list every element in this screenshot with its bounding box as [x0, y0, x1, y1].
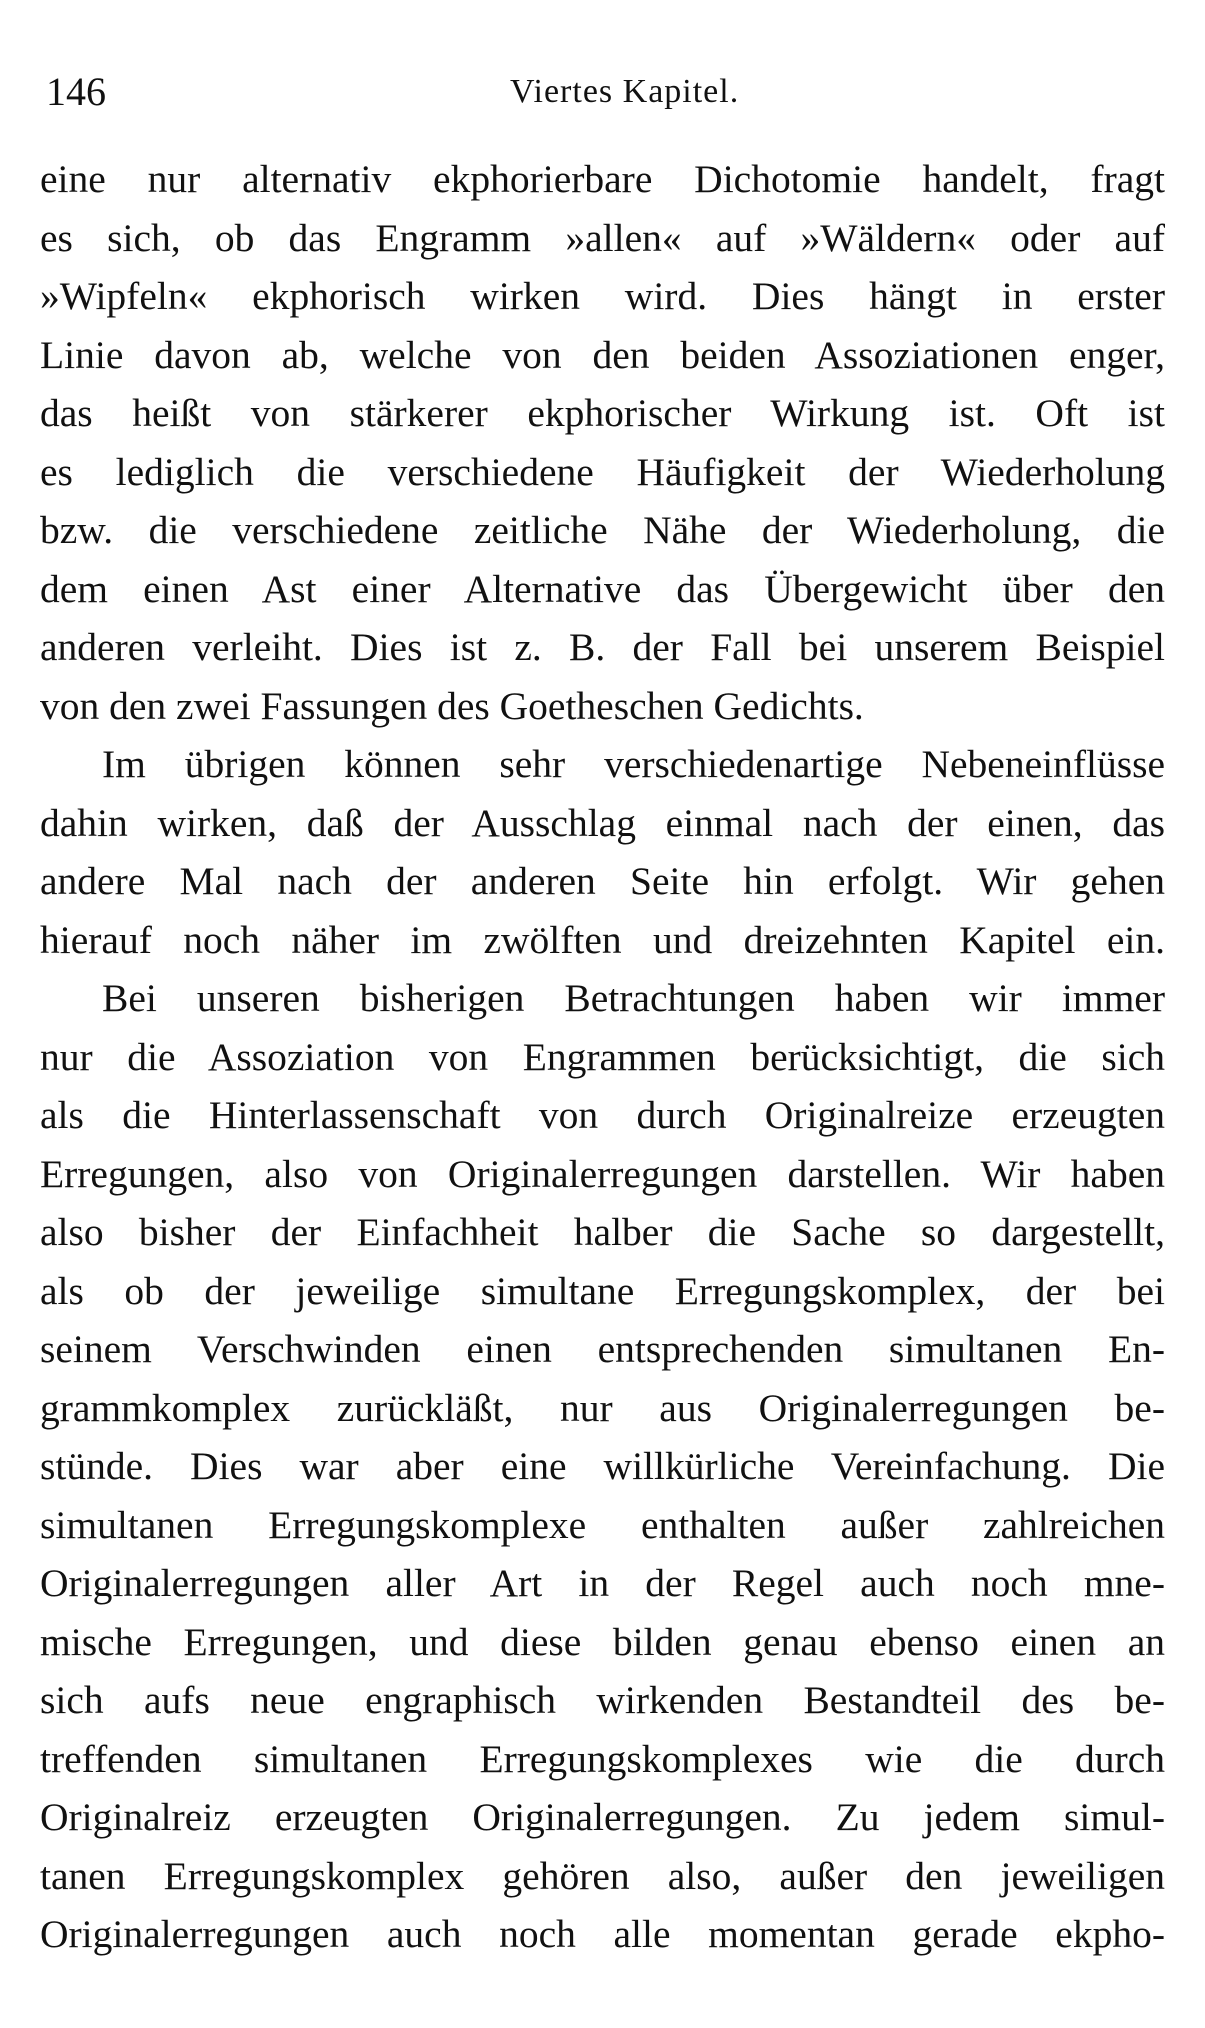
- text-line: es lediglich die verschiedene Häufigkeit der Wiederholung: [40, 449, 1165, 494]
- text-line: tanen Erregungskomplex gehören also, außer den jeweiligen: [40, 1853, 1165, 1898]
- paragraph-first-line: Bei unseren bisherigen Betrachtungen haben wir immer: [102, 976, 1165, 1020]
- text-line: sich aufs neue engraphisch wirkenden Bestandteil des be-: [40, 1678, 1165, 1722]
- text-line: Originalerregungen auch noch alle momentan gerade ekpho-: [40, 1912, 1165, 1956]
- text-line: bzw. die verschiedene zeitliche Nähe der Wiederholung, die: [40, 508, 1165, 552]
- text-line: andere Mal nach der anderen Seite hin erfolgt. Wir gehen: [40, 859, 1165, 903]
- text-line: anderen verleiht. Dies ist z. B. der Fall bei unserem Beispiel: [40, 625, 1165, 669]
- text-line: mische Erregungen, und diese bilden genau ebenso einen an: [40, 1619, 1165, 1664]
- text-line: als ob der jeweilige simultane Erregungskomplex, der bei: [40, 1268, 1165, 1313]
- text-line: dem einen Ast einer Alternative das Übergewicht über den: [40, 566, 1165, 611]
- text-line: Linie davon ab, welche von den beiden Assoziationen enger,: [40, 332, 1165, 377]
- text-line: das heißt von stärkerer ekphorischer Wirkung ist. Oft ist: [40, 391, 1165, 435]
- text-line: treffenden simultanen Erregungskomplexes wie die durch: [40, 1736, 1165, 1781]
- text-line: simultanen Erregungskomplexe enthalten außer zahlreichen: [40, 1502, 1165, 1547]
- text-line: grammkomplex zurückläßt, nur aus Originalerregungen be-: [40, 1385, 1165, 1430]
- text-line: nur die Assoziation von Engrammen berücksichtigt, die sich: [40, 1034, 1165, 1079]
- page-number: 146: [46, 69, 106, 114]
- page-header: [40, 58, 1165, 118]
- text-line: von den zwei Fassungen des Goetheschen Gedichts.: [40, 683, 864, 728]
- text-line: Erregungen, also von Originalerregungen darstellen. Wir haben: [40, 1151, 1165, 1196]
- text-line: »Wipfeln« ekphorisch wirken wird. Dies hängt in erster: [40, 274, 1165, 318]
- text-line: eine nur alternativ ekphorierbare Dichotomie handelt, fragt: [40, 157, 1165, 201]
- text-line: seinem Verschwinden einen entsprechenden simultanen En-: [40, 1327, 1165, 1371]
- running-head: Viertes Kapitel.: [510, 73, 740, 110]
- text-line: Originalerregungen aller Art in der Regel auch noch mne-: [40, 1561, 1165, 1605]
- body-text: [40, 150, 1165, 1964]
- text-line: stünde. Dies war aber eine willkürliche Vereinfachung. Die: [40, 1444, 1165, 1488]
- paragraph-first-line: Im übrigen können sehr verschiedenartige Nebeneinflüsse: [102, 742, 1165, 786]
- text-line: es sich, ob das Engramm »allen« auf »Wäldern« oder auf: [40, 215, 1165, 260]
- text-line: als die Hinterlassenschaft von durch Originalreize erzeugten: [40, 1093, 1165, 1137]
- text-line: hierauf noch näher im zwölften und dreizehnten Kapitel ein.: [40, 917, 1165, 962]
- text-line: dahin wirken, daß der Ausschlag einmal nach der einen, das: [40, 800, 1165, 845]
- text-line: Originalreiz erzeugten Originalerregungen. Zu jedem simul-: [40, 1795, 1165, 1839]
- text-line: also bisher der Einfachheit halber die Sache so dargestellt,: [40, 1210, 1165, 1254]
